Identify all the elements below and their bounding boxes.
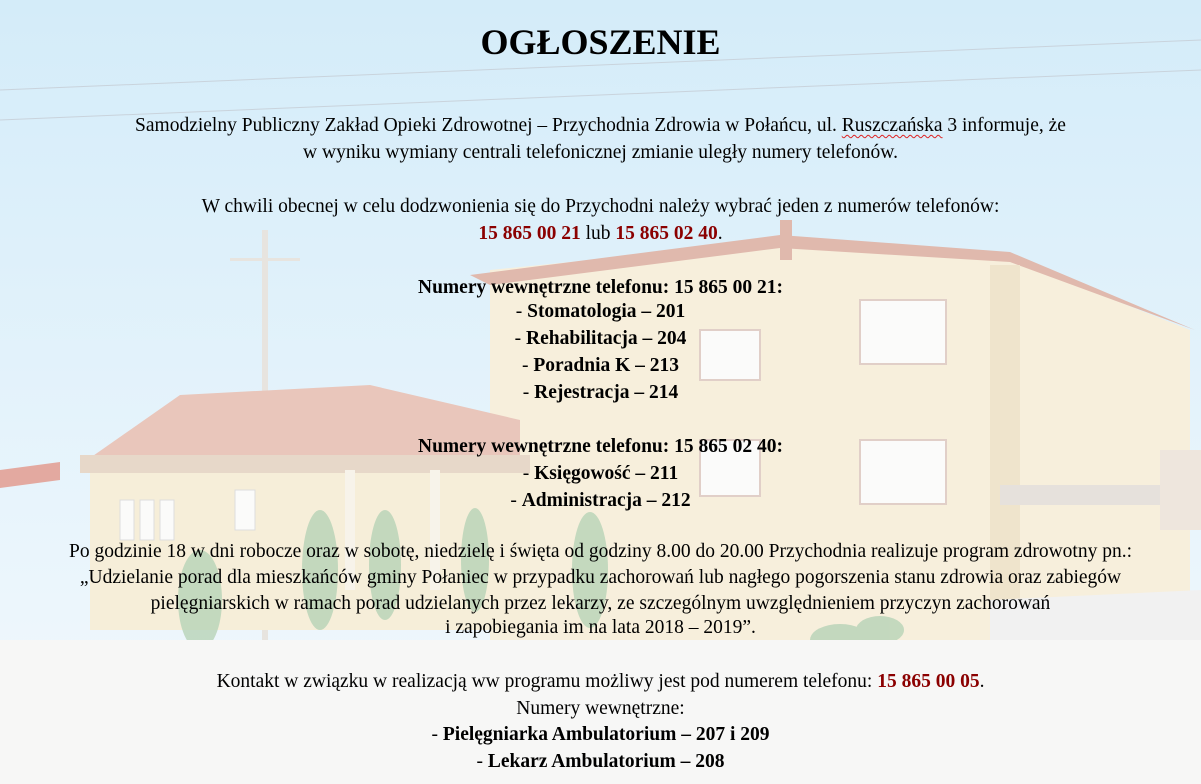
extension-item (0, 723, 1201, 747)
extension-pielegniarka: Pielęgniarka Ambulatorium – 207 i 209 (442, 724, 770, 745)
extension-poradnia-k: Poradnia K – 213 (533, 355, 680, 376)
program-contact-text: Kontakt w związku w realizacją ww programu możliwy jest pod numerem telefonu: (216, 671, 878, 692)
program-line-2: „Udzielanie porad dla mieszkańców gminy Połaniec w przypadku zachorowań lub nagłego pogorszenia stanu zdrowia oraz zabiegów (79, 567, 1122, 588)
intro-line-2: w wyniku wymiany centrali telefonicznej zmianie uległy numery telefonów. (303, 142, 898, 163)
contact-line-1: W chwili obecnej w celu dodzwonienia się do Przychodni należy wybrać jeden z numerów telefonów: (201, 196, 1000, 217)
item-dash: - (521, 355, 534, 376)
phone-number-1: 15 865 00 21 (478, 223, 581, 244)
extensions-header-1: Numery wewnętrzne telefonu: 15 865 00 21: (418, 277, 783, 298)
item-dash: - (522, 382, 535, 403)
extension-ksiegowosc: Księgowość – 211 (534, 463, 679, 484)
phone-number-2: 15 865 02 40 (615, 223, 718, 244)
item-dash: - (514, 328, 527, 349)
street-name: Ruszczańska (841, 115, 943, 136)
phone-or: lub (580, 223, 616, 244)
program-phone-number: 15 865 00 05 (877, 671, 980, 692)
extension-item (0, 750, 1201, 774)
program-line-1: Po godzinie 18 w dni robocze oraz w sobotę, niedzielę i święta od godziny 8.00 do 20.00 Przychodnia realizuje program zdrowotny pn.: (68, 541, 1133, 562)
extension-stomatologia: Stomatologia – 201 (527, 301, 686, 322)
program-phone-dot: . (979, 671, 985, 692)
extension-item (0, 354, 1201, 378)
extension-item (0, 327, 1201, 351)
extension-item (0, 300, 1201, 324)
program-line-4: i zapobiegania im na lata 2018 – 2019”. (445, 617, 756, 638)
contact-phones-line (0, 222, 1201, 246)
extensions-header-2: Numery wewnętrzne telefonu: 15 865 02 40: (418, 436, 783, 457)
extension-item (0, 489, 1201, 513)
program-extensions-label: Numery wewnętrzne: (516, 698, 685, 719)
extension-rehabilitacja: Rehabilitacja – 204 (526, 328, 687, 349)
phone-dot: . (717, 223, 723, 244)
intro-line-1-text-a: Samodzielny Publiczny Zakład Opieki Zdrowotnej – Przychodnia Zdrowia w Połańcu, ul. (135, 115, 842, 136)
program-line-3: pielęgniarskich w ramach porad udzielanych przez lekarzy, ze szczególnym uwzględnieniem przyczyn zachorowań (150, 593, 1051, 614)
program-contact-line (0, 670, 1201, 694)
extension-rejestracja: Rejestracja – 214 (534, 382, 679, 403)
announcement-title: OGŁOSZENIE (480, 22, 721, 62)
extension-administracja: Administracja – 212 (521, 490, 691, 511)
intro-line-1-text-b: 3 informuje, że (942, 115, 1066, 136)
extension-item (0, 381, 1201, 405)
extension-item (0, 462, 1201, 486)
item-dash: - (515, 301, 528, 322)
item-dash: - (510, 490, 522, 511)
intro-line-1 (0, 114, 1201, 138)
item-dash: - (431, 724, 443, 745)
item-dash: - (476, 751, 488, 772)
item-dash: - (522, 463, 535, 484)
extension-lekarz: Lekarz Ambulatorium – 208 (487, 751, 725, 772)
